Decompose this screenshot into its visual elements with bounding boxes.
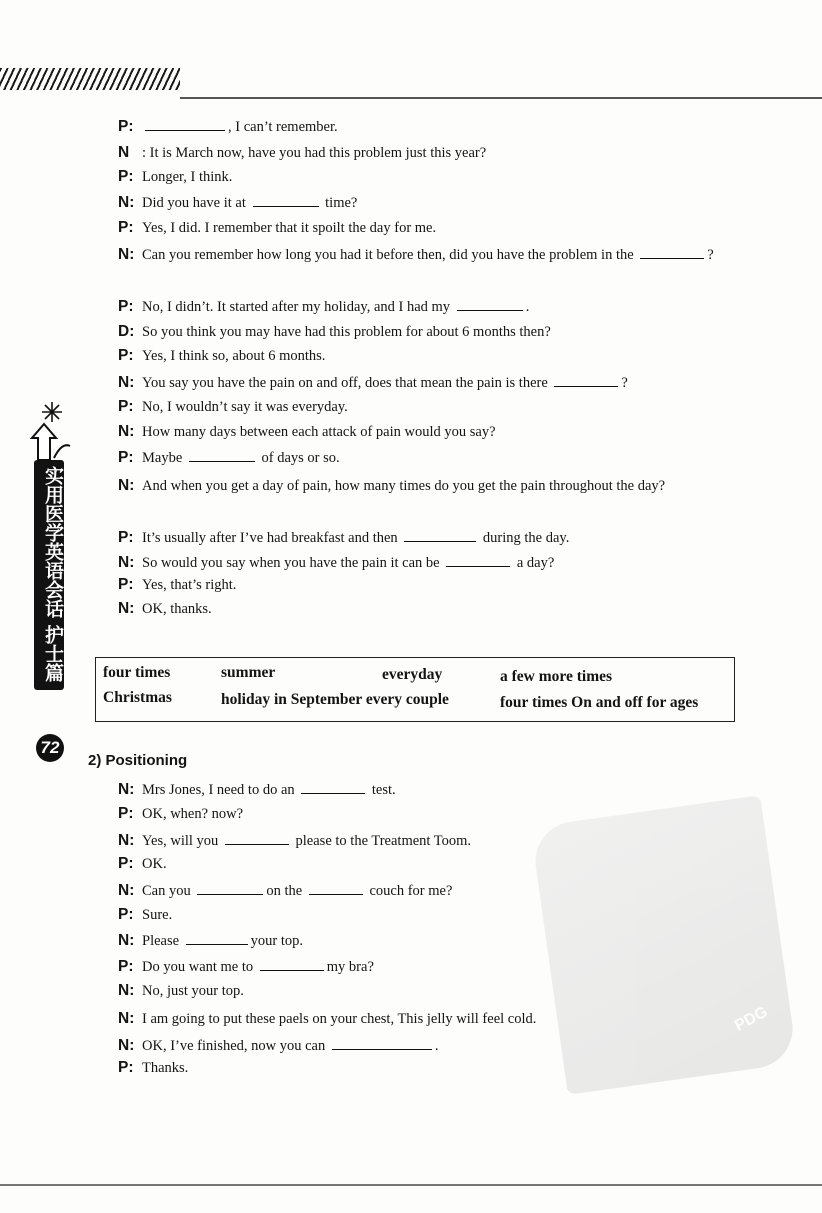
dialogue-line (118, 780, 744, 799)
fill-in-blank[interactable] (186, 931, 248, 945)
dialogue-line (118, 528, 744, 547)
word-bank-item: everyday (382, 666, 443, 683)
word-bank-item: a few more times (500, 668, 613, 685)
dialogue-text: So you think you may have had this problem for about 6 months then? (142, 324, 551, 340)
word-bank-item: four times (103, 664, 171, 681)
dialogue-text: No, I wouldn’t say it was everyday. (142, 399, 348, 415)
dialogue-text: So would you say when you have the pain it can be (142, 555, 444, 571)
word-bank-item: four times On and off for ages (500, 694, 699, 711)
speaker-label: N: (118, 423, 135, 440)
fill-in-blank[interactable] (197, 881, 263, 895)
speaker-label: N: (118, 477, 135, 494)
library-stamp-watermark (530, 795, 797, 1095)
speaker-label: P: (118, 958, 134, 975)
dialogue-line (118, 243, 744, 267)
fill-in-blank[interactable] (332, 1036, 432, 1050)
speaker-label: N: (118, 600, 135, 617)
dialogue-line (118, 117, 744, 136)
speaker-label: P: (118, 219, 134, 236)
dialogue-text: Mrs Jones, I need to do an (142, 782, 299, 798)
dialogue-line (118, 168, 744, 186)
dialogue-text: test. (368, 782, 396, 798)
speaker-label: N: (118, 1010, 135, 1027)
speaker-label: N: (118, 882, 135, 899)
dialogue-text: Please (142, 933, 183, 949)
fill-in-blank[interactable] (446, 553, 510, 567)
speaker-label: D: (118, 323, 135, 340)
fill-in-blank[interactable] (189, 448, 255, 462)
speaker-label: P: (118, 398, 134, 415)
fill-in-blank[interactable] (301, 780, 365, 794)
fill-in-blank[interactable] (225, 831, 289, 845)
dialogue-line (118, 373, 744, 392)
word-bank-item: holiday in September every couple (221, 691, 449, 708)
speaker-label: N: (118, 932, 135, 949)
dialogue-text: please to the Treatment Toom. (291, 833, 472, 849)
speaker-label: P: (118, 805, 134, 822)
speaker-label: N: (118, 1037, 135, 1054)
dialogue-text: . (525, 299, 530, 315)
dialogue-line (118, 553, 744, 572)
dialogue-text: How many days between each attack of pain would you say? (142, 424, 496, 440)
speaker-label: P: (118, 906, 134, 923)
speaker-label: P: (118, 449, 134, 466)
header-hatch-decoration (0, 68, 180, 90)
dialogue-text: And when you get a day of pain, how many times do you get the pain throughout the day? (142, 478, 666, 494)
dialogue-text: Yes, that’s right. (142, 577, 237, 593)
dialogue-text: ? (707, 247, 714, 263)
speaker-label: N: (118, 194, 135, 211)
dialogue-text: You say you have the pain on and off, does that mean the pain is there (142, 375, 552, 391)
fill-in-blank[interactable] (554, 373, 618, 387)
dialogue-text: Yes, I did. I remember that it spoilt the day for me. (142, 220, 437, 236)
dialogue-line (118, 323, 744, 341)
dialogue-text: ? (621, 375, 628, 391)
dialogue-text: I am going to put these paels on your chest, This jelly will feel cold. (142, 1011, 537, 1027)
dialogue-text: my bra? (326, 959, 374, 975)
fill-in-blank[interactable] (260, 957, 324, 971)
section-title: 2) Positioning (88, 752, 188, 769)
sidebar (30, 400, 74, 770)
dialogue-text: on the (266, 883, 306, 899)
header-rule (180, 97, 822, 99)
speaker-label: P: (118, 298, 134, 315)
fill-in-blank[interactable] (404, 528, 476, 542)
dialogue-text: Thanks. (142, 1060, 189, 1076)
dialogue-text: Longer, I think. (142, 169, 233, 185)
speaker-label: N: (118, 246, 135, 263)
speaker-label: N: (118, 832, 135, 849)
dialogue-text: of days or so. (257, 450, 340, 466)
dialogue-line (118, 398, 744, 416)
dialogue-line (118, 423, 744, 441)
dialogue-text: OK. (142, 856, 167, 872)
dialogue-text: OK, thanks. (142, 601, 212, 617)
dialogue-text: . (434, 1038, 439, 1054)
dialogue-text: No, just your top. (142, 983, 244, 999)
fill-in-blank[interactable] (145, 117, 225, 131)
word-bank-box (95, 657, 735, 722)
speaker-label: P: (118, 576, 134, 593)
arrow-up-icon (30, 420, 74, 460)
dialogue-text: Can you (142, 883, 195, 899)
speaker-label: N: (118, 982, 135, 999)
dialogue-line (118, 193, 744, 212)
fill-in-blank[interactable] (457, 297, 523, 311)
dialogue-text: Yes, I think so, about 6 months. (142, 348, 326, 364)
dialogue-line (118, 219, 744, 237)
footer-rule (0, 1184, 822, 1186)
dialogue-text: Can you remember how long you had it before then, did you have the problem in the (142, 247, 638, 263)
dialogue-line (118, 600, 744, 618)
dialogue-text: Sure. (142, 907, 173, 923)
speaker-label: P: (118, 168, 134, 185)
speaker-label: N: (118, 781, 135, 798)
speaker-label: P: (118, 529, 134, 546)
dialogue-text: Do you want me to (142, 959, 257, 975)
dialogue-text: No, I didn’t. It started after my holiday, and I had my (142, 299, 454, 315)
speaker-label: P: (118, 347, 134, 364)
dialogue-line (118, 297, 744, 316)
dialogue-text: OK, I’ve finished, now you can (142, 1038, 329, 1054)
dialogue-text: , I can’t remember. (228, 119, 338, 135)
dialogue-text: It’s usually after I’ve had breakfast and then (142, 530, 402, 546)
vertical-book-title: 实用医学英语会话 护士篇 (34, 460, 64, 690)
word-bank-item: summer (221, 664, 276, 681)
speaker-label: P: (118, 1059, 134, 1076)
dialogue-text: your top. (250, 933, 304, 949)
dialogue-line (118, 474, 744, 498)
speaker-label: P: (118, 855, 134, 872)
dialogue-text: Yes, will you (142, 833, 222, 849)
dialogue-text: couch for me? (365, 883, 453, 899)
fill-in-blank[interactable] (640, 245, 704, 259)
dialogue-text: a day? (513, 555, 555, 571)
dialogue-text: during the day. (479, 530, 570, 546)
watermark-text: PDG (732, 1003, 771, 1035)
page-number: 72 (36, 734, 64, 762)
speaker-label: N: (118, 554, 135, 571)
word-bank-item: Christmas (103, 689, 172, 706)
speaker-label: N (118, 144, 130, 161)
dialogue-line (118, 347, 744, 365)
dialogue-text: : It is March now, have you had this problem just this year? (142, 145, 487, 161)
dialogue-text: time? (321, 195, 358, 211)
speaker-label: N: (118, 374, 135, 391)
dialogue-text: Did you have it at (142, 195, 250, 211)
dialogue-text: Maybe (142, 450, 186, 466)
fill-in-blank[interactable] (309, 881, 363, 895)
dialogue-line (118, 144, 744, 162)
dialogue-line (118, 576, 744, 594)
fill-in-blank[interactable] (253, 193, 319, 207)
dialogue-line (118, 448, 744, 467)
speaker-label: P: (118, 118, 134, 135)
dialogue-text: OK, when? now? (142, 806, 244, 822)
